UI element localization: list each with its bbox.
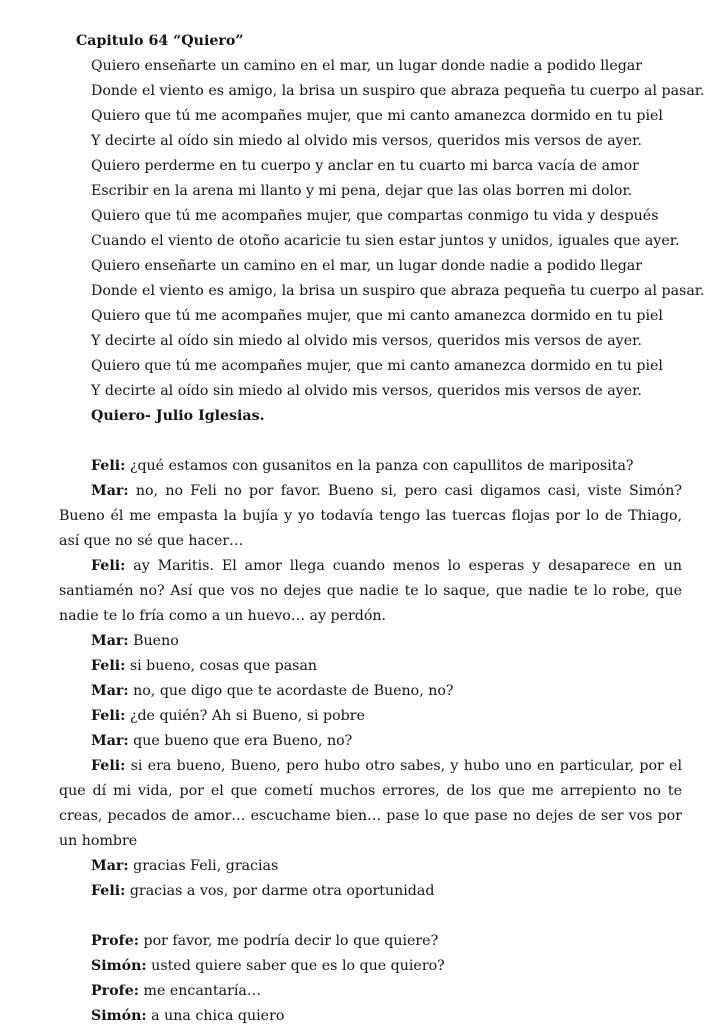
lyric-line: Quiero que tú me acompañes mujer, que mi canto amanezca dormido en tu piel [91,308,663,324]
lyric-line: Quiero que tú me acompañes mujer, que mi canto amanezca dormido en tu piel [91,108,663,124]
lyric-line: Quiero que tú me acompañes mujer, que mi canto amanezca dormido en tu piel [91,358,663,374]
dialogue-text: usted quiere saber que es lo que quiero? [146,958,445,974]
dialogue-line [59,679,682,704]
song-credit: Quiero- Julio Iglesias. [91,408,265,424]
speaker-name: Mar: [91,633,129,649]
speaker-name: Mar: [91,683,129,699]
song-lyrics [59,54,705,429]
speaker-name: Mar: [91,483,129,499]
dialogue-profe-simon [59,929,682,1029]
dialogue-text: si bueno, cosas que pasan [125,658,318,674]
speaker-name: Profe: [91,983,139,999]
section-spacer [59,904,682,929]
dialogue-line [59,879,682,904]
dialogue-line [59,754,682,854]
dialogue-line [59,454,682,479]
lyric-line: Y decirte al oído sin miedo al olvido mis versos, queridos mis versos de ayer. [91,333,642,349]
speaker-name: Simón: [91,1008,147,1024]
dialogue-text: ay Maritis. El amor llega cuando menos lo esperas y desaparece en un santiamén no? Así que vos no dejes que nadie te lo saque, que nadie te lo robe, que nadie te lo fría como a un huevo… ay perdón. [59,558,682,624]
lyric-line: Escribir en la arena mi llanto y mi pena, dejar que las olas borren mi dolor. [91,183,633,199]
speaker-name: Feli: [91,758,126,774]
dialogue-line [59,1004,682,1029]
section-spacer [59,429,682,454]
dialogue-feli-mar [59,454,682,904]
dialogue-line [59,979,682,1004]
dialogue-line [59,554,682,629]
speaker-name: Feli: [91,558,126,574]
lyric-line: Quiero que tú me acompañes mujer, que compartas conmigo tu vida y después [91,208,659,224]
lyric-line: Donde el viento es amigo, la brisa un suspiro que abraza pequeña tu cuerpo al pasar. [91,283,705,299]
lyric-line: Donde el viento es amigo, la brisa un suspiro que abraza pequeña tu cuerpo al pasar. [91,83,705,99]
lyric-line: Cuando el viento de otoño acaricie tu sien estar juntos y unidos, iguales que ayer. [91,233,680,249]
chapter-title: Capitulo 64 “Quiero” [76,33,244,49]
speaker-name: Profe: [91,933,139,949]
speaker-name: Feli: [91,458,126,474]
lyric-line: Quiero enseñarte un camino en el mar, un lugar donde nadie a podido llegar [91,58,643,74]
speaker-name: Mar: [91,733,129,749]
dialogue-text: me encantaría… [138,983,262,999]
dialogue-text: gracias a vos, por darme otra oportunidad [125,883,435,899]
lyric-line: Y decirte al oído sin miedo al olvido mis versos, queridos mis versos de ayer. [91,133,642,149]
dialogue-line [59,854,682,879]
dialogue-text: no, no Feli no por favor. Bueno si, pero casi digamos casi, viste Simón? Bueno él me empasta la bujía y yo todavía tengo las tuercas flojas por lo de Thiago, así que no sé que hacer… [59,483,682,549]
lyric-line: Quiero enseñarte un camino en el mar, un lugar donde nadie a podido llegar [91,258,643,274]
dialogue-text: gracias Feli, gracias [128,858,279,874]
dialogue-line [59,479,682,554]
dialogue-line [59,654,682,679]
dialogue-text: ¿qué estamos con gusanitos en la panza con capullitos de mariposita? [125,458,634,474]
dialogue-text: a una chica quiero [146,1008,285,1024]
dialogue-line [59,729,682,754]
dialogue-line [59,954,682,979]
lyric-line: Y decirte al oído sin miedo al olvido mis versos, queridos mis versos de ayer. [91,383,642,399]
lyric-line: Quiero perderme en tu cuerpo y anclar en tu cuarto mi barca vacía de amor [91,158,639,174]
dialogue-line [59,704,682,729]
dialogue-line [59,929,682,954]
dialogue-line [59,629,682,654]
speaker-name: Feli: [91,708,126,724]
dialogue-text: por favor, me podría decir lo que quiere? [138,933,439,949]
speaker-name: Feli: [91,658,126,674]
speaker-name: Feli: [91,883,126,899]
dialogue-text: no, que digo que te acordaste de Bueno, no? [128,683,454,699]
dialogue-text: ¿de quién? Ah si Bueno, si pobre [125,708,365,724]
speaker-name: Simón: [91,958,147,974]
dialogue-text: si era bueno, Bueno, pero hubo otro sabes, y hubo uno en particular, por el que dí mi vida, por el que cometí muchos errores, de los que me arrepiento no te creas, pecados de amor… escuchame bien… pase lo que pase no dejes de ser vos por un hombre [59,758,682,849]
speaker-name: Mar: [91,858,129,874]
dialogue-text: Bueno [128,633,179,649]
dialogue-text: que bueno que era Bueno, no? [128,733,353,749]
